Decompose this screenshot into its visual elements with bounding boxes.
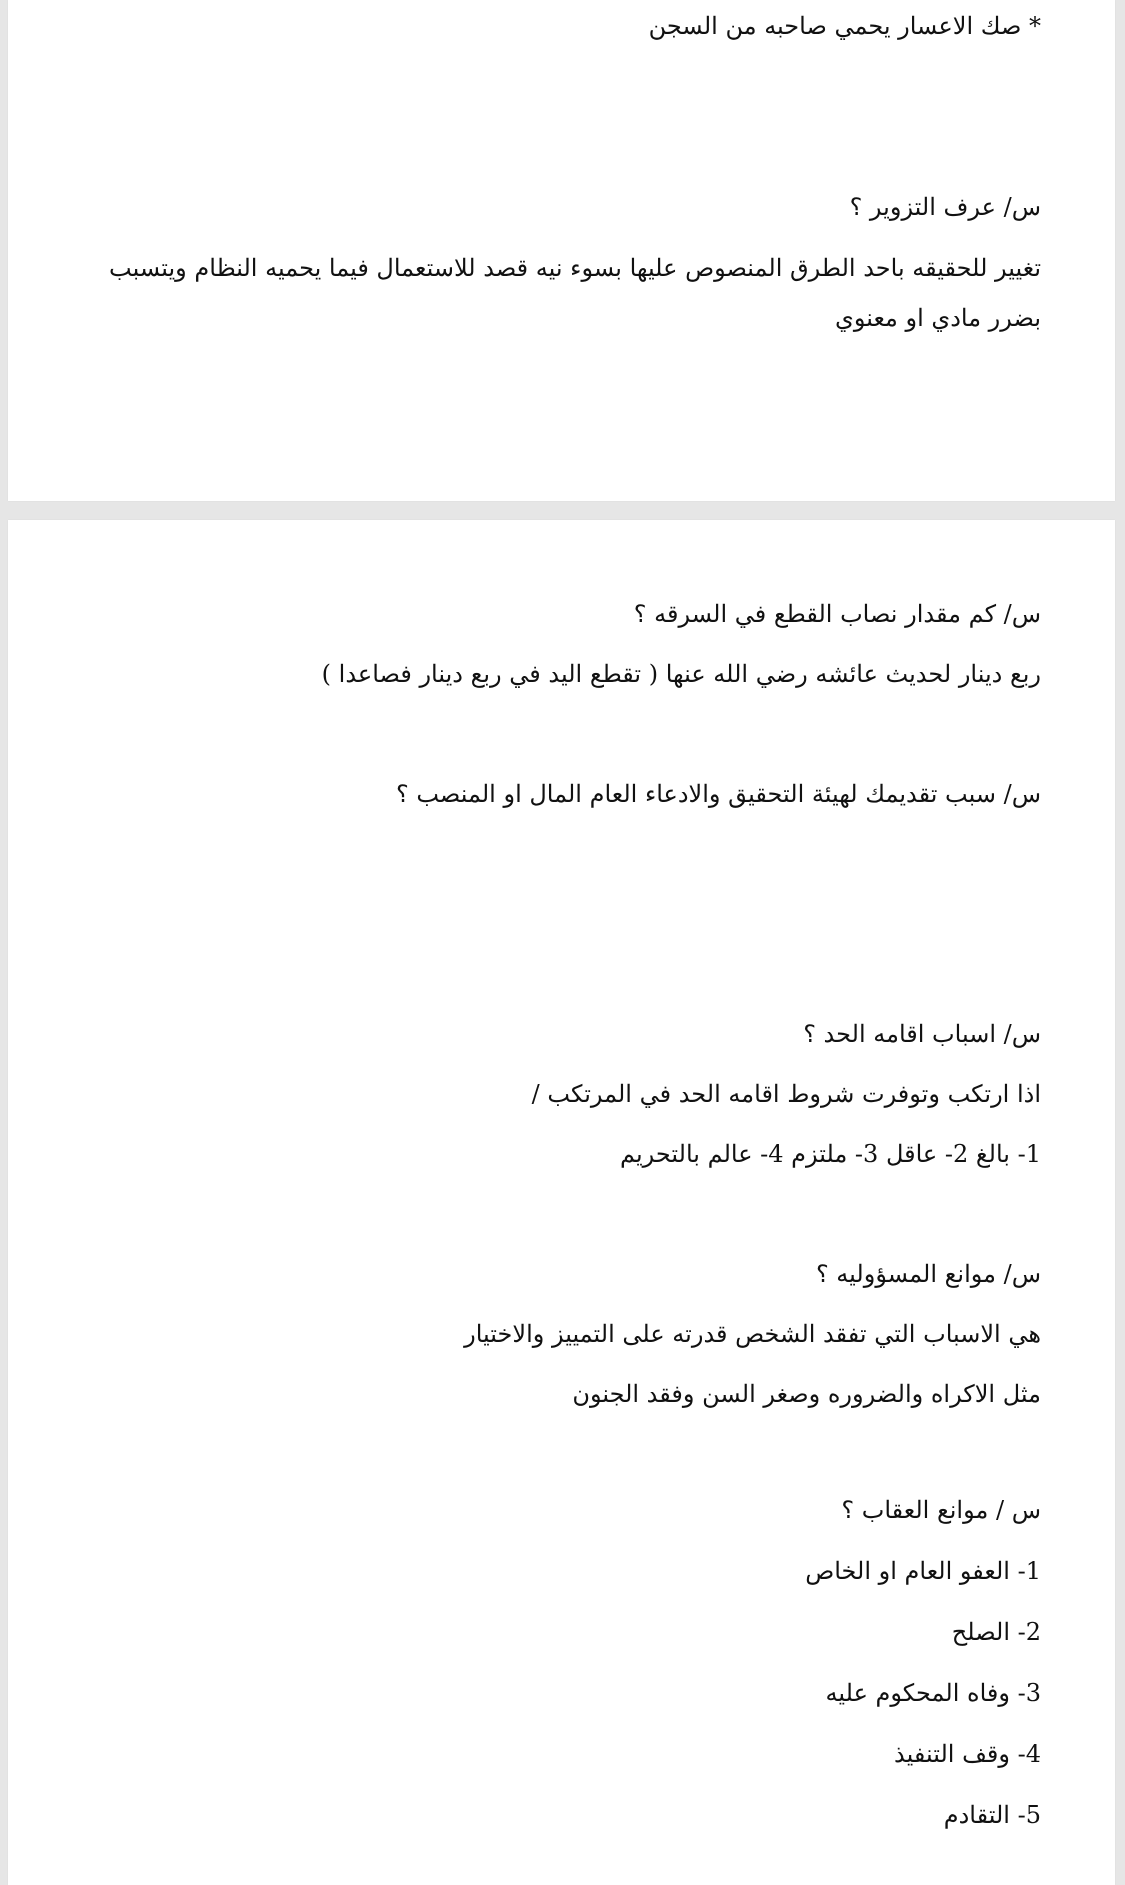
list-item: 4- وقف التنفيذ — [894, 1740, 1041, 1768]
answer-hadd-reasons: اذا ارتكب وتوفرت شروط اقامه الحد في المرتكب / — [531, 1080, 1041, 1108]
answer-liability-impediments: هي الاسباب التي تفقد الشخص قدرته على التمييز والاختيار — [464, 1320, 1041, 1348]
question-punishment-impediments: س / موانع العقاب ؟ — [841, 1496, 1041, 1524]
note-insolvency: * صك الاعسار يحمي صاحبه من السجن — [648, 12, 1041, 40]
hadd-conditions-list: 1- بالغ 2- عاقل 3- ملتزم 4- عالم بالتحريم — [620, 1140, 1041, 1168]
answer-forgery: تغيير للحقيقه باحد الطرق المنصوص عليها بسوء نيه قصد للاستعمال فيما يحميه النظام ويتسبب بضرر مادي او معنوي — [109, 254, 1041, 332]
list-item: 3- وفاه المحكوم عليه — [825, 1679, 1041, 1707]
answer-theft-threshold: ربع دينار لحديث عائشه رضي الله عنها ( تقطع اليد في ربع دينار فصاعدا ) — [321, 660, 1041, 688]
question-liability-impediments: س/ موانع المسؤوليه ؟ — [815, 1260, 1041, 1288]
question-forgery: س/ عرف التزوير ؟ — [849, 193, 1041, 221]
question-reason-applying: س/ سبب تقديمك لهيئة التحقيق والادعاء العام المال او المنصب ؟ — [396, 780, 1041, 808]
list-item: 5- التقادم — [943, 1801, 1041, 1829]
list-item: 2- الصلح — [951, 1618, 1041, 1646]
list-item: 1- العفو العام او الخاص — [805, 1557, 1041, 1585]
question-theft-threshold: س/ كم مقدار نصاب القطع في السرقه ؟ — [633, 600, 1041, 628]
document-page-2 — [8, 520, 1115, 1885]
document-page-1 — [8, 0, 1115, 501]
liability-examples: مثل الاكراه والضروره وصغر السن وفقد الجنون — [572, 1380, 1041, 1408]
question-hadd-reasons: س/ اسباب اقامه الحد ؟ — [803, 1020, 1041, 1048]
